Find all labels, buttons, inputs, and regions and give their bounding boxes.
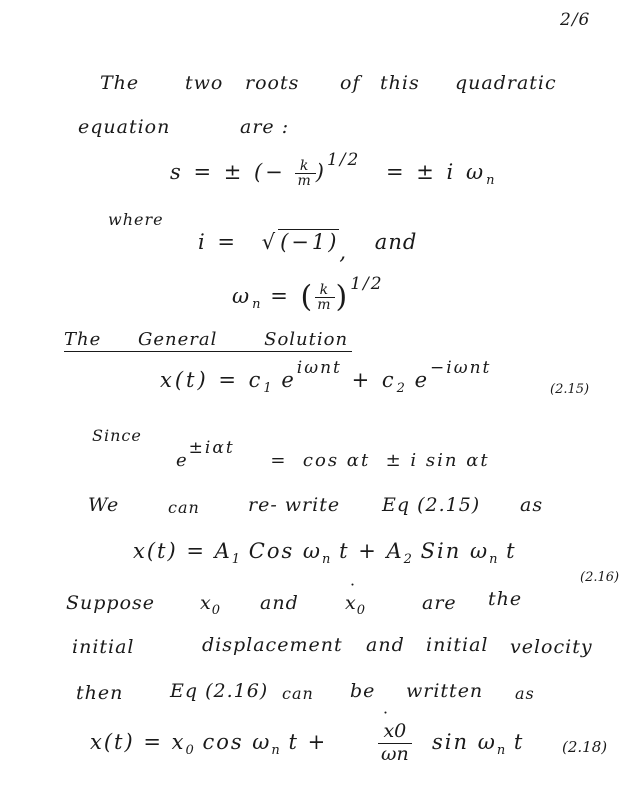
term: Sin ω [420, 539, 490, 563]
equation-omega-n [232, 274, 384, 315]
word: are [422, 592, 457, 614]
comma: , [339, 240, 350, 264]
exp-base: e [281, 368, 297, 392]
equation-2-16 [133, 541, 517, 566]
word: Eq (2.16) [170, 680, 269, 702]
word: can [168, 498, 200, 517]
term: t + [288, 730, 328, 754]
fraction [295, 159, 315, 188]
term: t [506, 539, 517, 563]
word-where: where [108, 210, 164, 229]
word: We [88, 494, 120, 516]
word: and [366, 634, 405, 656]
term: t [513, 730, 525, 754]
exponent: 1/2 [350, 274, 384, 294]
equals: = [270, 284, 291, 308]
word: be [350, 680, 376, 702]
subscript: 2 [396, 381, 405, 397]
subscript: n [489, 552, 498, 568]
subscript: n [322, 552, 331, 568]
word: as [520, 494, 544, 516]
word: then [76, 682, 124, 704]
word: Solution [264, 329, 349, 350]
fraction-velocity-over-omega [378, 721, 412, 766]
symbol-x0-dot: ˙ $x_0$ [345, 594, 365, 617]
exponent: −iωnt [430, 358, 492, 378]
word: re- write [248, 494, 341, 516]
equation-general-solution [160, 358, 492, 397]
sqrt-content: (−1) [280, 230, 340, 254]
equation-i [198, 230, 418, 264]
term: sin ω [432, 730, 497, 754]
eq-rhs: = cos αt ± i sin αt [270, 450, 490, 471]
exponent: ±iαt [188, 438, 235, 458]
word: quadratic [455, 72, 557, 94]
fraction-numerator: ˙ x0 [378, 721, 412, 744]
fraction-denominator: ωn [381, 742, 409, 765]
exp-base: e [176, 450, 189, 471]
equation-number: (2.15) [550, 382, 590, 397]
word: Suppose [66, 592, 156, 614]
term: cos ω [202, 730, 272, 754]
close-paren: ) [315, 160, 327, 184]
equation-number: (2.18) [562, 738, 608, 756]
plus-term: + c [351, 368, 397, 392]
equation-number: (2.16) [580, 570, 620, 585]
close-paren: ) [335, 279, 351, 315]
eq-lhs: x(t) = x [90, 730, 186, 754]
subscript: 0 [185, 743, 194, 759]
word-since: Since [92, 426, 142, 445]
equation-euler [176, 438, 490, 471]
eq-lhs: i = [198, 230, 238, 254]
word: the [488, 588, 523, 610]
subscript: n [486, 173, 495, 189]
subscript: 1 [231, 552, 241, 568]
subscript: n [496, 743, 506, 759]
word-and: and [374, 230, 418, 254]
eq-lhs: x(t) = c [160, 368, 264, 392]
fraction-numerator: k [315, 283, 335, 298]
word: of [340, 72, 361, 94]
word: The [64, 329, 102, 350]
subscript: n [271, 743, 280, 759]
exponent: iωnt [296, 358, 342, 378]
word: General [138, 329, 218, 350]
word: displacement [202, 634, 343, 656]
word: are : [240, 116, 290, 138]
word: this [380, 72, 420, 94]
word: equation [78, 116, 171, 138]
eq-lhs: s = ± (− [170, 160, 286, 184]
term: t + A [339, 539, 404, 563]
subscript: 1 [263, 381, 272, 397]
symbol-x0: $x_0$ [200, 592, 220, 618]
eq-lhs: ω [232, 284, 253, 308]
word: initial [72, 636, 135, 658]
fraction-numerator: k [295, 159, 315, 174]
term: Cos ω [248, 539, 323, 563]
page-number: 2/6 [560, 10, 591, 30]
fraction-denominator: m [297, 173, 314, 189]
exponent: 1/2 [326, 150, 361, 170]
subscript: 2 [403, 552, 412, 568]
subscript: n [252, 297, 261, 313]
word: written [406, 680, 484, 702]
word: initial [426, 634, 489, 656]
equation-2-18-right [432, 732, 524, 757]
fraction [315, 283, 335, 312]
word: roots [245, 72, 300, 94]
open-paren: ( [300, 279, 316, 315]
eq-lhs: x(t) = A [133, 539, 232, 563]
word: as [515, 684, 535, 703]
heading-general-solution [64, 331, 352, 352]
word: velocity [510, 636, 593, 658]
word: Eq (2.15) [382, 494, 481, 516]
fraction-denominator: m [317, 297, 334, 313]
sqrt-icon: √ [261, 230, 279, 254]
equation-roots [170, 150, 495, 189]
exp-base: e [414, 368, 431, 392]
word: two [185, 72, 224, 94]
word: and [260, 592, 299, 614]
eq-rhs: = ± i ω [386, 160, 487, 184]
equation-2-18-left [90, 732, 327, 757]
word: The [100, 72, 140, 94]
word: can [282, 684, 314, 703]
